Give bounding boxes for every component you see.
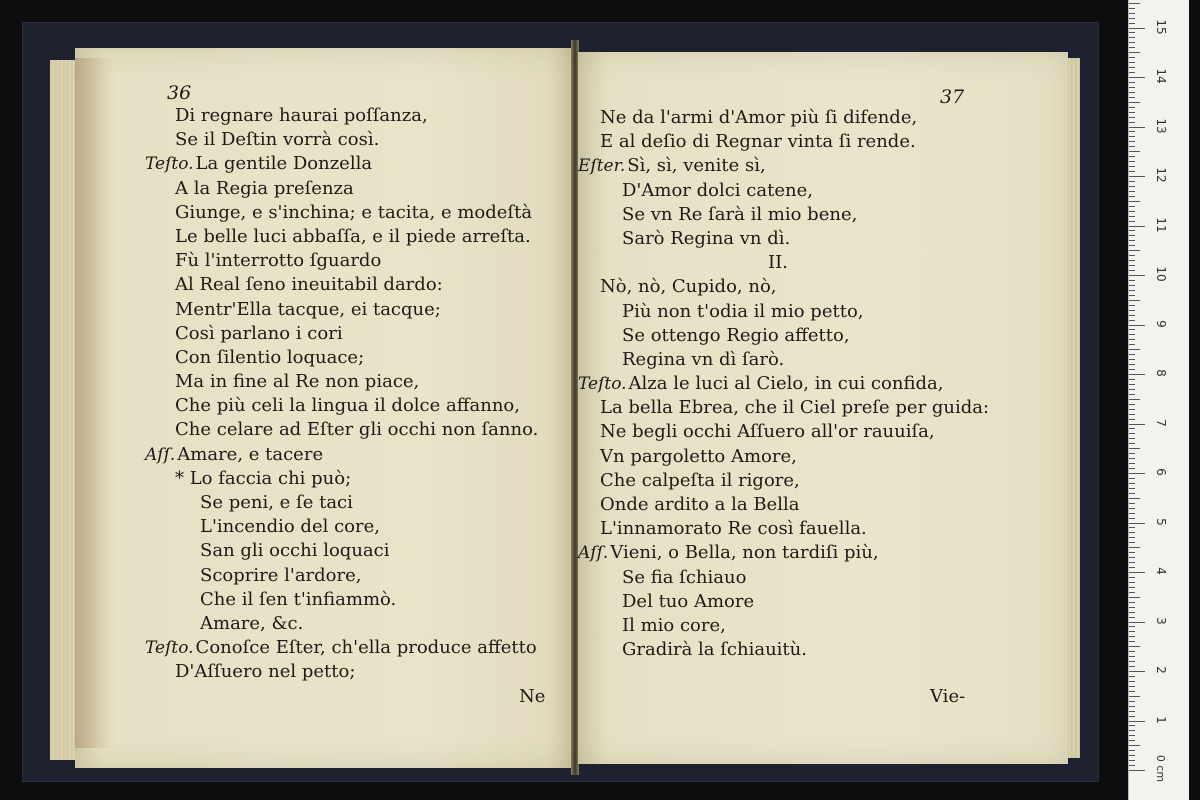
ruler-tick [1129,216,1135,217]
text-line [578,517,989,541]
right-page-number: 37 [940,86,965,108]
ruler-tick [1129,508,1135,509]
speaker-label: Teſto. [145,154,194,175]
ruler-tick [1129,265,1135,266]
ruler-tick [1129,211,1135,212]
ruler-tick [1129,260,1135,261]
ruler-number: 12 [1154,167,1168,183]
line-text: D'Amor dolci catene, [622,179,813,201]
line-text: L'innamorato Re così fauella. [600,518,867,540]
line-text: Giunge, e s'inchina; e tacita, e modeſtà [175,201,533,223]
ruler-tick [1129,513,1135,514]
ruler-tick [1129,582,1135,583]
ruler-tick [1129,255,1135,256]
ruler-tick [1129,47,1135,48]
left-catchword: Ne [519,686,546,707]
ruler-tick [1129,122,1135,123]
ruler-tick [1129,181,1135,182]
text-line [145,443,538,467]
ruler-number: 10 [1154,266,1168,282]
ruler-tick [1129,631,1135,632]
line-text: La bella Ebrea, che il Ciel preſe per guida: [600,397,990,419]
line-text: Così parlano i cori [175,322,343,344]
ruler-tick [1129,146,1135,147]
text-line [145,588,538,612]
text-line [578,638,989,662]
ruler-tick [1129,127,1145,128]
ruler-tick [1129,369,1135,370]
ruler-tick [1129,686,1135,687]
ruler-tick [1129,52,1140,53]
text-line [145,152,538,176]
ruler-tick [1129,245,1135,246]
ruler-tick [1129,82,1135,83]
text-line [578,251,989,275]
ruler-tick [1129,750,1135,751]
text-line [578,590,989,614]
ruler-tick [1129,290,1135,291]
ruler-tick [1129,661,1135,662]
text-line [578,275,989,299]
ruler-tick [1129,310,1135,311]
speaker-label: Aſſ. [578,543,609,564]
ruler-tick [1129,107,1135,108]
ruler-tick [1129,770,1145,771]
ruler-tick [1129,503,1135,504]
ruler-tick [1129,557,1135,558]
ruler-tick [1129,617,1135,618]
line-text: Che celare ad Eſter gli occhi non ſanno. [175,419,539,441]
line-text: Che il ſen t'infiammò. [200,588,397,610]
ruler-tick [1129,587,1135,588]
ruler-tick [1129,226,1145,227]
line-text: A la Regia preſenza [175,177,354,199]
ruler-tick [1129,651,1135,652]
ruler-tick [1129,23,1135,24]
text-line [145,636,538,660]
text-line [578,348,989,372]
ruler-tick [1129,735,1135,736]
ruler-tick [1129,161,1135,162]
ruler-number: 14 [1154,68,1168,84]
line-text: Ma in fine al Re non piace, [175,371,420,393]
text-line [145,104,538,128]
line-text: Onde ardito a la Bella [600,494,800,515]
ruler-tick [1129,681,1135,682]
line-text: Se fia ſchiauo [622,566,747,588]
line-text: * Lo faccia chi può; [175,467,352,489]
speaker-label: Eſter. [578,156,626,177]
ruler-tick [1129,473,1145,474]
ruler-tick [1129,656,1135,657]
left-page [75,48,573,768]
ruler-tick [1129,92,1135,93]
line-text: Che calpeſta il rigore, [600,469,800,491]
ruler-tick [1129,359,1135,360]
ruler-tick [1129,463,1135,464]
text-line [145,322,538,346]
ruler-tick [1129,612,1135,613]
text-line [145,418,538,442]
text-line [145,298,538,322]
ruler-tick [1129,696,1140,697]
line-text: Se ottengo Regio affetto, [622,324,850,346]
ruler-tick [1129,131,1135,132]
ruler-tick [1129,518,1135,519]
ruler-tick [1129,97,1135,98]
ruler-number: 8 [1154,369,1168,377]
ruler-tick [1129,191,1135,192]
ruler-tick [1129,136,1135,137]
line-text: Alza le luci al Cielo, in cui confida, [628,373,944,395]
ruler-tick [1129,117,1135,118]
ruler-number: 1 [1154,715,1168,724]
ruler-number: 7 [1154,418,1168,427]
text-line [578,130,989,154]
text-line [145,539,538,563]
ruler-tick [1129,592,1135,593]
speaker-label: Teſto. [145,638,194,659]
text-line [578,445,989,469]
text-line [578,420,989,444]
ruler-tick [1129,13,1135,14]
line-text: Vieni, o Bella, non tardiſi più, [610,542,879,564]
ruler-tick [1129,240,1135,241]
right-page [578,52,1068,764]
text-line [578,372,989,396]
ruler-tick [1129,186,1135,187]
ruler-tick [1129,141,1135,142]
ruler-tick [1129,112,1135,113]
right-page-text [578,106,989,662]
ruler-tick [1129,230,1135,231]
ruler-tick [1129,67,1135,68]
ruler-tick [1129,577,1135,578]
ruler-tick [1129,325,1145,326]
ruler-tick [1129,250,1140,251]
ruler-number: 4 [1154,567,1168,575]
ruler-tick [1129,636,1135,637]
ruler-tick [1129,8,1135,9]
ruler-tick [1129,166,1135,167]
ruler-tick [1129,201,1140,202]
ruler-tick [1129,42,1135,43]
line-text: Il mio core, [622,614,726,636]
ruler-tick [1129,221,1135,222]
ruler-number: 5 [1154,517,1168,526]
ruler-tick [1129,379,1135,380]
ruler-tick [1129,32,1135,33]
line-text: Al Real ſeno ineuitabil dardo: [175,274,443,296]
ruler-tick [1129,572,1145,573]
ruler-tick [1129,171,1135,172]
ruler-tick [1129,706,1135,707]
ruler-tick [1129,295,1135,296]
text-line [145,612,538,636]
ruler-tick [1129,725,1135,726]
ruler-tick [1129,3,1140,4]
line-text: II. [768,252,788,274]
ruler-tick [1129,235,1135,236]
line-text: Con ſilentio loquace; [175,346,365,368]
line-text: D'Aſſuero nel petto; [175,661,356,683]
ruler-tick [1129,320,1135,321]
ruler-tick [1129,349,1140,350]
line-text: Ne begli occhi Aſſuero all'or rauuiſa, [600,421,935,443]
line-text: Sì, sì, venite sì, [627,155,766,177]
ruler-tick [1129,458,1135,459]
ruler-tick [1129,354,1135,355]
text-line [578,203,989,227]
text-line [145,128,538,152]
text-line [578,106,989,130]
ruler-tick [1129,716,1135,717]
ruler-tick [1129,18,1135,19]
ruler-tick [1129,285,1135,286]
text-line [578,227,989,251]
left-page-text [145,104,538,685]
ruler-tick [1129,740,1135,741]
line-text: Se il Deſtin vorrà così. [175,129,380,151]
text-line [145,273,538,297]
ruler-tick [1129,280,1135,281]
line-text: Che più celi la lingua il dolce affanno, [175,395,520,417]
ruler-tick [1129,523,1145,524]
left-page-stain [75,58,115,748]
ruler-tick [1129,765,1135,766]
ruler-tick [1129,646,1140,647]
ruler-tick [1129,329,1135,330]
ruler-tick [1129,275,1145,276]
ruler-tick [1129,537,1135,538]
text-line [578,541,989,565]
ruler-tick [1129,701,1135,702]
ruler-tick [1129,478,1135,479]
ruler-tick [1129,334,1135,335]
ruler-tick [1129,344,1135,345]
ruler-tick [1129,419,1135,420]
ruler-tick [1129,691,1135,692]
text-line [145,370,538,394]
line-text: Le belle luci abbaſſa, e il piede arreſta. [175,225,531,247]
text-line [578,154,989,178]
ruler-tick [1129,364,1135,365]
ruler-tick [1129,547,1140,548]
text-line [578,566,989,590]
ruler-tick [1129,87,1135,88]
line-text: Nò, nò, Cupido, nò, [600,276,777,298]
line-text: L'incendio del core, [200,516,380,538]
line-text: E al deſio di Regnar vinta ſi rende. [600,131,916,153]
text-line [145,491,538,515]
ruler-number: 3 [1154,616,1168,625]
ruler-tick [1129,428,1135,429]
ruler-tick [1129,394,1135,395]
ruler-tick [1129,602,1135,603]
ruler-tick [1129,374,1145,375]
text-line [145,660,538,684]
line-text: Gradirà la ſchiauitù. [622,639,807,661]
line-text: Mentr'Ella tacque, ei tacque; [175,298,441,320]
ruler-tick [1129,562,1135,563]
ruler-tick [1129,567,1135,568]
ruler-tick [1129,676,1135,677]
speaker-label: Aſſ. [145,444,176,465]
ruler-tick [1129,414,1135,415]
ruler-tick [1129,305,1135,306]
line-text: Scoprire l'ardore, [200,564,362,586]
text-line [578,300,989,324]
text-line [145,564,538,588]
ruler-number: 11 [1154,216,1168,233]
ruler-tick [1129,711,1135,712]
ruler-tick [1129,730,1135,731]
ruler-tick [1129,424,1145,425]
speaker-label: Teſto. [578,374,627,395]
line-text: Del tuo Amore [622,590,755,612]
ruler-tick [1129,62,1135,63]
ruler-tick [1129,438,1135,439]
ruler-tick [1129,28,1145,29]
ruler-tick [1129,151,1140,152]
ruler-number: 13 [1154,117,1168,134]
ruler-tick [1129,488,1135,489]
line-text: Conoſce Eſter, ch'ella produce affetto [195,637,537,659]
line-text: Sarò Regina vn dì. [622,227,791,249]
line-text: La gentile Donzella [195,153,373,175]
ruler-tick [1129,409,1135,410]
ruler-tick [1129,433,1135,434]
ruler-tick [1129,493,1135,494]
ruler-number: 6 [1154,468,1168,476]
ruler-tick [1129,453,1135,454]
ruler-unit-label: 0 cm [1154,754,1168,783]
ruler-tick [1129,176,1145,177]
ruler-tick [1129,77,1145,78]
ruler-tick [1129,156,1135,157]
measurement-ruler [1128,0,1189,800]
ruler-tick [1129,404,1135,405]
ruler-tick [1129,72,1135,73]
text-line [578,493,989,517]
text-line [145,249,538,273]
ruler-tick [1129,626,1135,627]
ruler-tick [1129,755,1135,756]
ruler-tick [1129,399,1140,400]
left-page-number: 36 [167,82,192,104]
ruler-tick [1129,300,1140,301]
ruler-tick [1129,745,1140,746]
line-text: Regina vn dì ſarò. [622,348,785,370]
ruler-tick [1129,622,1145,623]
ruler-tick [1129,542,1135,543]
line-text: Se peni, e ſe taci [200,492,353,513]
ruler-tick [1129,196,1135,197]
ruler-tick [1129,206,1135,207]
ruler-tick [1129,532,1135,533]
ruler-tick [1129,270,1135,271]
ruler-tick [1129,527,1135,528]
text-line [578,469,989,493]
ruler-tick [1129,384,1135,385]
ruler-tick [1129,57,1135,58]
text-line [578,324,989,348]
ruler-tick [1129,641,1135,642]
right-catchword: Vie- [930,686,966,707]
ruler-tick [1129,483,1135,484]
ruler-number: 2 [1154,666,1168,674]
text-line [145,515,538,539]
line-text: Vn pargoletto Amore, [600,445,797,467]
ruler-tick [1129,607,1135,608]
line-text: Amare, e tacere [177,443,324,465]
ruler-number: 15 [1154,18,1168,35]
ruler-tick [1129,498,1140,499]
ruler-tick [1129,389,1135,390]
ruler-tick [1129,552,1135,553]
ruler-tick [1129,760,1135,761]
text-line [145,467,538,491]
line-text: Di regnare haurai poſſanza, [175,105,428,126]
line-text: Più non t'odia il mio petto, [622,300,864,322]
ruler-tick [1129,448,1140,449]
text-line [145,177,538,201]
text-line [145,225,538,249]
text-line [578,614,989,638]
text-line [578,396,989,420]
ruler-tick [1129,597,1140,598]
ruler-tick [1129,339,1135,340]
line-text: Ne da l'armi d'Amor più ſi difende, [600,107,918,128]
text-line [578,179,989,203]
line-text: Se vn Re ſarà il mio bene, [622,203,858,225]
line-text: Amare, &c. [200,612,304,634]
line-text: San gli occhi loquaci [200,540,390,562]
ruler-tick [1129,102,1140,103]
ruler-tick [1129,671,1145,672]
text-line [145,346,538,370]
ruler-tick [1129,666,1135,667]
ruler-tick [1129,468,1135,469]
text-line [145,394,538,418]
ruler-tick [1129,37,1135,38]
text-line [145,201,538,225]
ruler-tick [1129,443,1135,444]
ruler-tick [1129,721,1145,722]
ruler-number: 9 [1154,319,1168,328]
line-text: Fù l'interrotto ſguardo [175,250,382,272]
ruler-tick [1129,315,1135,316]
